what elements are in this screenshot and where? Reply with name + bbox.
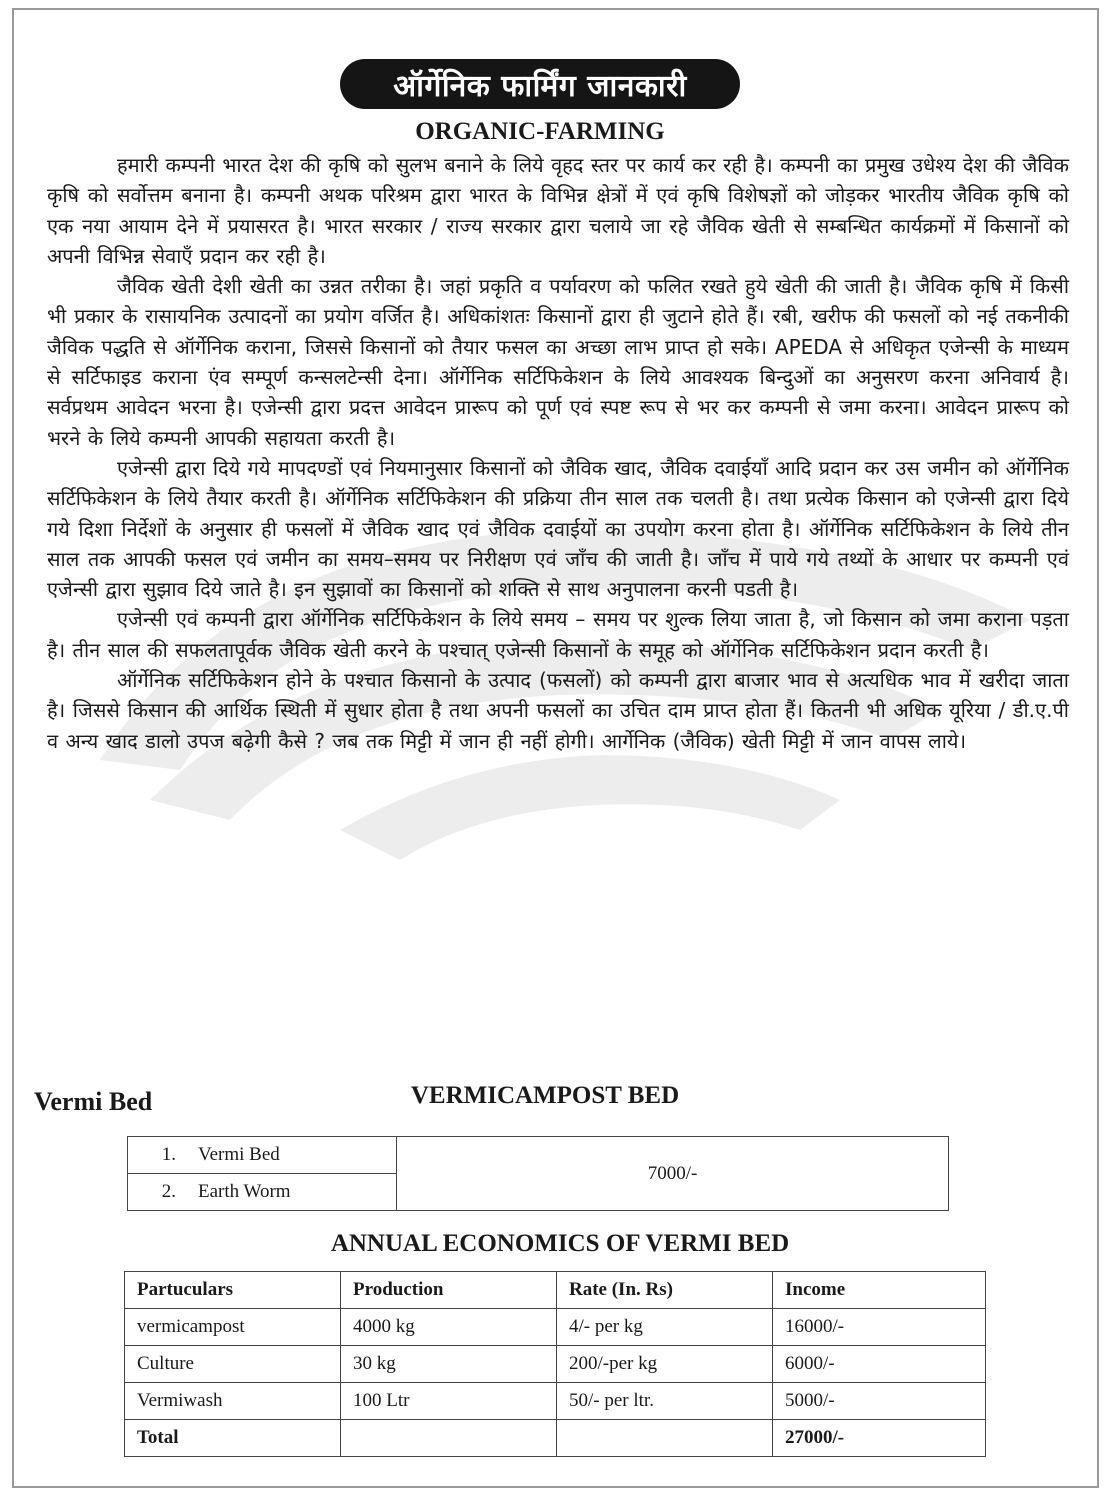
- table-cell: 100 Ltr: [341, 1383, 557, 1420]
- table-cell: 50/- per ltr.: [557, 1383, 773, 1420]
- body-text: [47, 150, 1069, 756]
- vermi-bed-table: [127, 1136, 949, 1211]
- table-cell: 4/- per kg: [557, 1309, 773, 1346]
- table-cell: 6000/-: [773, 1346, 986, 1383]
- table-row: [125, 1309, 986, 1346]
- item-number: 1.: [161, 1144, 176, 1165]
- column-header: Income: [773, 1272, 986, 1309]
- vermi-bed-label: Vermi Bed: [34, 1087, 153, 1116]
- table-cell: Total: [125, 1420, 341, 1457]
- table-cell: 30 kg: [341, 1346, 557, 1383]
- table-cell: Vermiwash: [125, 1383, 341, 1420]
- item-name: Vermi Bed: [198, 1144, 280, 1165]
- vermicompost-heading: VERMICAMPOST BED: [410, 1082, 680, 1109]
- paragraph: जैविक खेती देशी खेती का उन्नत तरीका है। जहां प्रकृति व पर्यावरण को फलित रखते हुये खेती की जाती है। जैविक कृषि में किसी भी प्रकार के रासायनिक उत्पादनों का प्रयोग वर्जित है। अधिकांशतः किसानों द्वारा ही जुटाने होते हैं। रबी, खरीफ की फसलों को नई तकनीकी जैविक पद्धति से ऑर्गेनिक कराना, जिससे किसानों को तैयार फसल का अच्छा लाभ प्राप्त हो सके। APEDA से अधिकृत एजेन्सी के माध्यम से सर्टिफाइड कराना एंव सम्पूर्ण कन्सलटेन्सी देना। ऑर्गेनिक सर्टिफिकेशन के लिये आवश्यक बिन्दुओं का अनुसरण करना अनिवार्य है। सर्वप्रथम आवेदन भरना है। एजेन्सी द्वारा प्रदत्त आवेदन प्रारूप को पूर्ण एवं स्पष्ट रूप से भर कर कम्पनी से जमा करना। आवेदन प्रारूप को भरने के लिये कम्पनी आपकी सहायता करती है।: [47, 274, 1069, 450]
- table-cell: [128, 1137, 397, 1174]
- paragraph: एजेन्सी एवं कम्पनी द्वारा ऑर्गेनिक सर्टिफिकेशन के लिये समय – समय पर शुल्क लिया जाता है, जो किसान को जमा कराना पड़ता है। तीन साल की सफलतापूर्वक जैविक खेती करने के पश्चात् एजेन्सी किसानों के समूह को ऑर्गेनिक सर्टिफिकेशन प्रदान करती है।: [47, 607, 1069, 662]
- price-cell: 7000/-: [397, 1137, 949, 1211]
- item-name: Earth Worm: [198, 1181, 291, 1202]
- table-row: [128, 1137, 949, 1174]
- table-cell: 4000 kg: [341, 1309, 557, 1346]
- table-cell: vermicampost: [125, 1309, 341, 1346]
- economics-heading: ANNUAL ECONOMICS OF VERMI BED: [330, 1230, 790, 1257]
- table-cell: [557, 1420, 773, 1457]
- table-cell: Culture: [125, 1346, 341, 1383]
- table-cell: [341, 1420, 557, 1457]
- paragraph: ऑर्गेनिक सर्टिफिकेशन होने के पश्चात किसानो के उत्पाद (फसलों) को कम्पनी द्वारा बाजार भाव से अत्यधिक भाव में खरीदा जाता है। जिससे किसान की आर्थिक स्थिती में सुधार होता है तथा अपनी फसलों का उचित दाम प्राप्त होता हैं। कितनी भी अधिक यूरिया / डी.ए.पी व अन्य खाद डालो उपज बढ़ेगी कैसे ? जब तक मिट्टी में जान ही नहीं होगी। आर्गेनिक (जैविक) खेती मिट्टी में जान वापस लाये।: [47, 668, 1069, 753]
- page-subtitle: ORGANIC-FARMING: [415, 118, 665, 145]
- table-cell: 200/-per kg: [557, 1346, 773, 1383]
- column-header: Production: [341, 1272, 557, 1309]
- table-cell: 5000/-: [773, 1383, 986, 1420]
- table-row: [125, 1383, 986, 1420]
- economics-table: [124, 1271, 986, 1457]
- table-cell: 16000/-: [773, 1309, 986, 1346]
- table-header-row: [125, 1272, 986, 1309]
- paragraph: एजेन्सी द्वारा दिये गये मापदण्डों एवं नियमानुसार किसानों को जैविक खाद, जैविक दवाईयाँ आदि प्रदान कर उस जमीन को ऑर्गेनिक सर्टिफिकेशन के लिये तैयार करती है। ऑर्गेनिक सर्टिफिकेशन की प्रक्रिया तीन साल तक चलती है। तथा प्रत्येक किसान को एजेन्सी द्वारा दिये गये दिशा निर्देशों के अनुसार ही फसलों में जैविक खाद एवं जैविक दवाईयों का उपयोग करना होता है। ऑर्गेनिक सर्टिफिकेशन के लिये तीन साल तक आपकी फसल एवं जमीन का समय–समय पर निरीक्षण एवं जाँच की जाती है। जाँच में पाये गये तथ्यों के आधार पर कम्पनी एवं एजेन्सी द्वारा सुझाव दिये जाते है। इन सुझावों का किसानों को शक्ति से साथ अनुपालना करनी पडती है।: [47, 455, 1069, 602]
- table-cell: 27000/-: [773, 1420, 986, 1457]
- page-title: ऑर्गेनिक फार्मिंग जानकारी: [340, 59, 740, 109]
- column-header: Partuculars: [125, 1272, 341, 1309]
- paragraph: हमारी कम्पनी भारत देश की कृषि को सुलभ बनाने के लिये वृहद स्तर पर कार्य कर रही है। कम्पनी का प्रमुख उधेश्य देश की जैविक कृषि को सर्वोत्तम बनाना है। कम्पनी अथक परिश्रम द्वारा भारत के विभिन्न क्षेत्रों में एवं कृषि विशेषज्ञों को जोड़कर भारतीय जैविक कृषि को एक नया आयाम देने में प्रयासरत है। भारत सरकार / राज्य सरकार द्वारा चलाये जा रहे जैविक खेती से सम्बन्धित कार्यक्रमों में किसानों को अपनी विभिन्न सेवाएँ प्रदान कर रही है।: [47, 153, 1069, 268]
- table-row: [125, 1346, 986, 1383]
- item-number: 2.: [161, 1181, 176, 1202]
- total-row: [125, 1420, 986, 1457]
- column-header: Rate (In. Rs): [557, 1272, 773, 1309]
- table-cell: [128, 1174, 397, 1211]
